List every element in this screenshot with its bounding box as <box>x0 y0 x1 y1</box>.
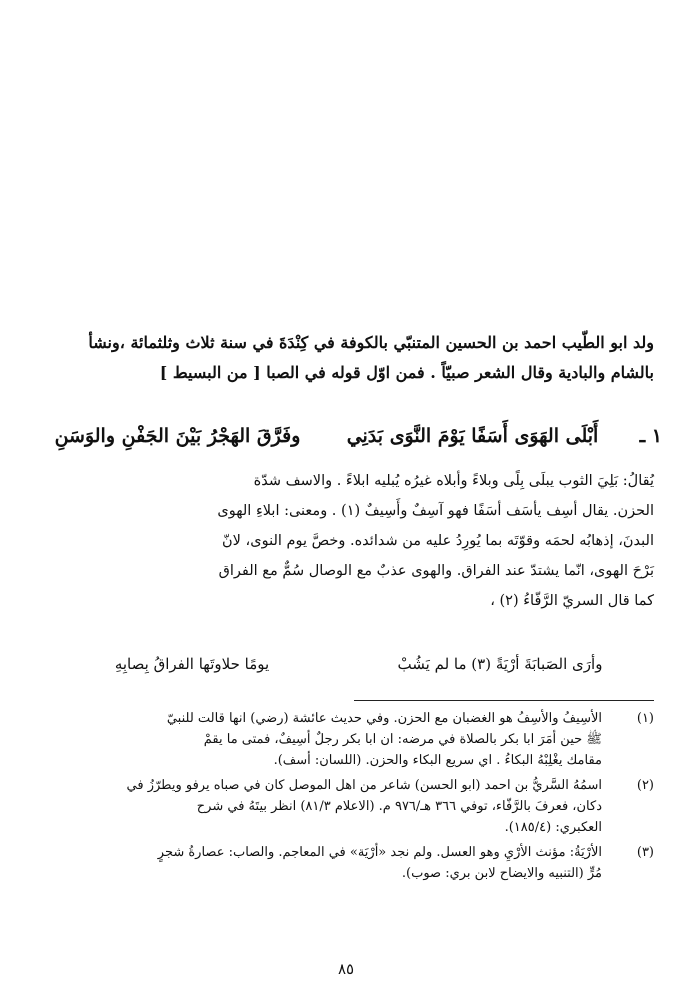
quoted-first-hemistich: وأرَى الصَبابَةَ أرْيَةً (٣) ما لم يَشُبْ <box>397 655 603 673</box>
quoted-second-hemistich: يومًا حلاوتَها الفراقُ بِصابِهِ <box>114 655 270 673</box>
intro-paragraph <box>38 328 654 388</box>
footnote-line: اسمُهُ السَّريُّ بن احمد (ابو الحسن) شاعر من اهل الموصل كان في صباه يرفو ويطرّزُ في <box>126 778 602 793</box>
commentary-line: الحزن. يقال أسِف يأسَف أسَفًا فهو آسِفٌ وأَسِيفٌ (١) . ومعنى: ابلاءِ الهوى <box>217 503 654 519</box>
footnote-line: مُرٍّ (التنبيه والايضاح لابن بري: صوب). <box>401 866 602 881</box>
footnote-number: (١) <box>636 711 654 726</box>
footnote-number: (٢) <box>636 778 654 793</box>
footnote-line: ﷺ حين أمَرَ ابا بكر بالصلاة في مرضه: ان ابا بكر رجلٌ أسِيفٌ، فمتى ما يقمْ <box>203 732 602 747</box>
footnotes <box>38 708 654 888</box>
footnote-number: (٣) <box>636 845 654 860</box>
quoted-verse <box>38 648 654 680</box>
footnote <box>38 842 654 884</box>
footnote-line: مقامك يغْلِبْهُ البكاءُ . اي سريع البكاء والحزن. (اللسان: أسف). <box>273 753 602 768</box>
intro-line: ولد ابو الطّيب احمد بن الحسين المتنبّي بالكوفة في كِنْدَةَ في سنة ثلاث وثلثمائة ،ونشأ <box>88 333 654 352</box>
verse-line <box>30 416 662 456</box>
commentary-paragraph <box>38 466 654 616</box>
commentary-line: كما قال السريّ الرَّفّاءُ (٢) ، <box>490 593 654 609</box>
footnote-line: الأسِيفُ والأسِفُ هو الغضبان مع الحزن. وفي حديث عائشة (رضي) انها قالت للنبيّ <box>166 711 602 726</box>
verse-number: ١ ـ <box>639 425 662 447</box>
footnote-line: العكبري: (١٨٥/٤). <box>504 820 602 835</box>
verse-first-hemistich: أَبْلَى الهَوَى أَسَفًا يَوْمَ النَّوَى بَدَنِي <box>346 425 599 447</box>
verse-second-hemistich: وفَرَّقَ الهَجْرُ بَيْنَ الجَفْنِ والوَسَنِ <box>54 425 301 447</box>
footnote <box>38 775 654 838</box>
footnote-text <box>38 842 602 884</box>
commentary-line: بَرْحَ الهوى، انّما يشتدّ عند الفراق. والهوى عذبٌ مع الوصال سُمٌّ مع الفراق <box>218 563 654 579</box>
footnote-text <box>38 708 602 771</box>
commentary-line: يُقالُ: بَلِيَ الثوب يبلَى بِلًى وبلاءً وأبلاه غيرُه يُبليه ابلاءً . والاسف شدّة <box>253 473 654 489</box>
footnote-line: دكان، فعرفَ بالرَّفّاء، توفي ٣٦٦ هـ/٩٧٦ م. (الاعلام ٨١/٣) انظر بيتَهُ في شرح <box>196 799 602 814</box>
footnote-line: الأرْيَةُ: مؤنث الأرْيِ وهو العسل. ولم نجد «أرْيَة» في المعاجم. والصاب: عصارةُ شجرٍ <box>157 845 602 860</box>
footnote-text <box>38 775 602 838</box>
commentary-line: البدنَ، إذهابُه لحمَه وقوّتَه بما يُورِدُ عليه من شدائده. وخصَّ يوم النوى، لانّ <box>222 533 654 549</box>
intro-line: بالشام والبادية وقال الشعر صبيّاً . فمن اوّل قوله في الصبا [ من البسيط ] <box>159 363 654 382</box>
footnote-separator <box>354 700 654 701</box>
page-number: ٨٥ <box>337 960 355 978</box>
footnote <box>38 708 654 771</box>
